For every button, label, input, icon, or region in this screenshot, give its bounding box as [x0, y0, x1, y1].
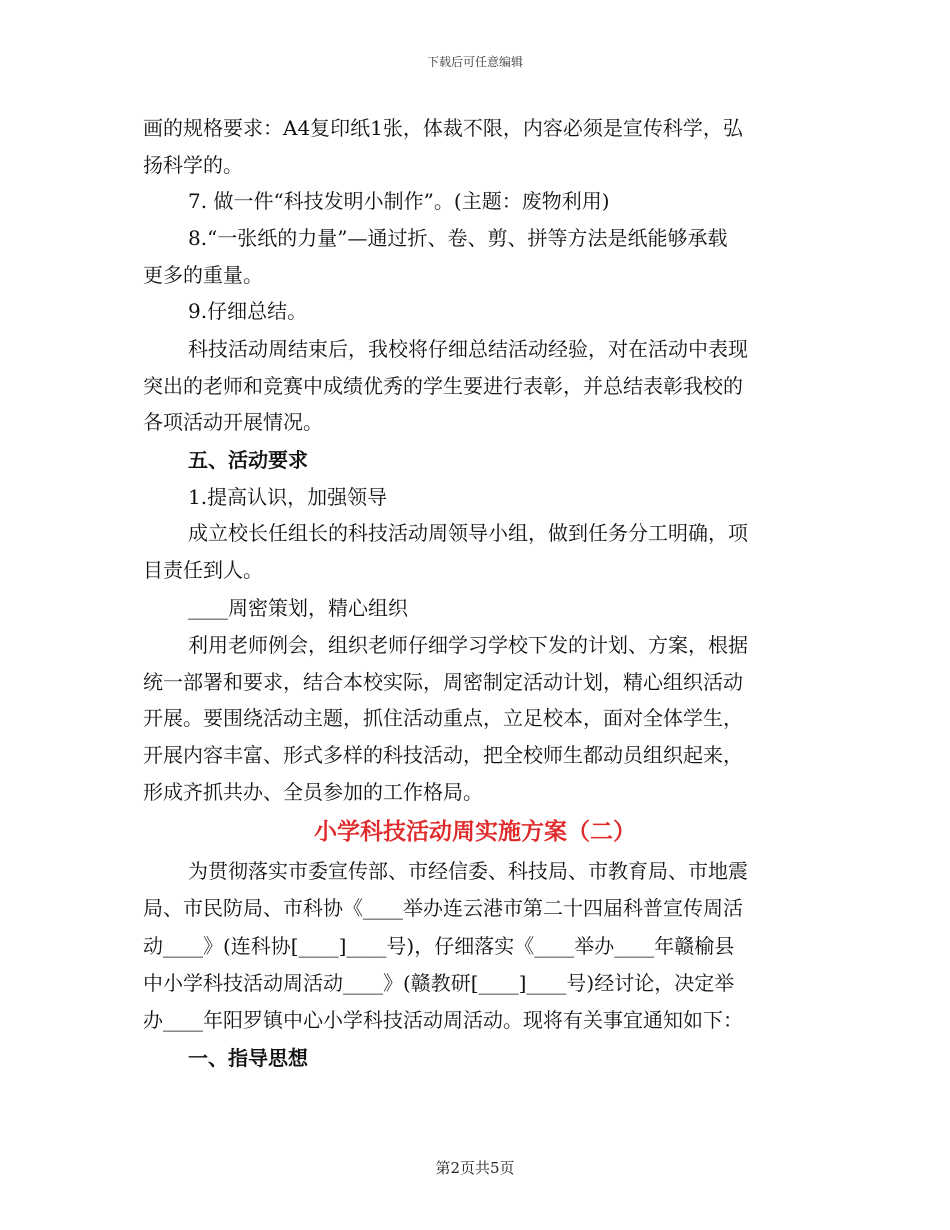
text-line: 画的规格要求：A4复印纸1张，体裁不限，内容必须是宣传科学，弘 — [143, 116, 743, 140]
text-line: 更多的重量。 — [143, 263, 263, 287]
text-line: 利用老师例会，组织老师仔细学习学校下发的计划、方案，根据 — [188, 633, 748, 657]
text-line: ____周密策划，精心组织 — [188, 596, 408, 620]
text-line: 中小学科技活动周活动____》(赣教研[____]____号)经讨论，决定举 — [143, 971, 735, 995]
text-line: 目责任到人。 — [143, 558, 263, 582]
page-footer: 第2页共5页 — [435, 1159, 515, 1177]
section-heading: 一、指导思想 — [188, 1046, 308, 1070]
text-line: 各项活动开展情况。 — [143, 410, 323, 434]
text-line: 为贯彻落实市委宣传部、市经信委、科技局、市教育局、市地震 — [188, 859, 748, 883]
page-header: 下载后可任意编辑 — [426, 55, 523, 69]
text-line: 动____》(连科协[____]____号)，仔细落实《____举办____年赣榆县 — [143, 934, 735, 958]
text-line: 局、市民防局、市科协《____举办连云港市第二十四届科普宣传周活 — [143, 896, 743, 920]
text-line: 扬科学的。 — [143, 153, 243, 177]
text-line: 9.仔细总结。 — [188, 299, 308, 323]
text-line: 突出的老师和竞赛中成绩优秀的学生要进行表彰，并总结表彰我校的 — [143, 374, 743, 398]
document-title: 小学科技活动周实施方案（二） — [314, 818, 636, 845]
text-line: 统一部署和要求，结合本校实际，周密制定活动计划，精心组织活动 — [143, 670, 743, 694]
text-line: 1.提高认识，加强领导 — [188, 485, 388, 509]
text-line: 8.“一张纸的力量”—通过折、卷、剪、拼等方法是纸能够承载 — [188, 226, 728, 250]
text-line: 形成齐抓共办、全员参加的工作格局。 — [143, 780, 483, 804]
text-line: 科技活动周结束后，我校将仔细总结活动经验，对在活动中表现 — [188, 337, 748, 361]
text-line: 7. 做一件“科技发明小制作”。(主题：废物利用) — [188, 189, 610, 213]
text-line: 办____年阳罗镇中心小学科技活动周活动。现将有关事宜通知如下： — [143, 1008, 743, 1032]
text-line: 开展。要围绕活动主题，抓住活动重点，立足校本，面对全体学生， — [143, 706, 743, 730]
section-heading: 五、活动要求 — [188, 448, 308, 472]
text-line: 成立校长任组长的科技活动周领导小组，做到任务分工明确，项 — [188, 521, 748, 545]
text-line: 开展内容丰富、形式多样的科技活动，把全校师生都动员组织起来， — [143, 743, 743, 767]
